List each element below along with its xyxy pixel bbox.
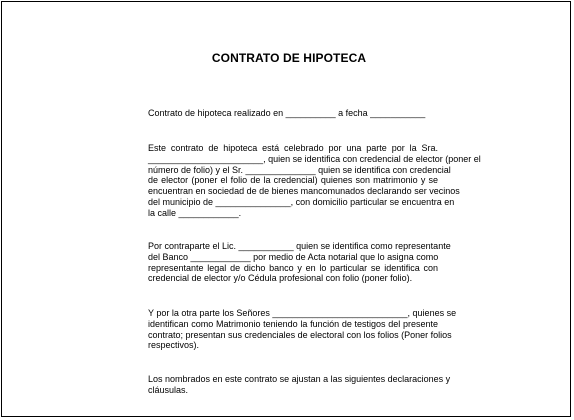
text-line: del municipio de _______________, con domicilio particular se encuentra en xyxy=(148,196,455,207)
text-line: cláusulas. xyxy=(148,384,189,395)
text-line: encuentran en sociedad de de bienes mancomunados declarando ser vecinos xyxy=(148,186,460,197)
text-line: Y por la otra parte los Señores ___________________________, quienes se xyxy=(148,308,457,318)
paragraph-contract-location-date xyxy=(148,108,438,119)
document-title: CONTRATO DE HIPOTECA xyxy=(211,51,367,65)
text-line: Los nombrados en este contrato se ajustan a las siguientes declaraciones y xyxy=(148,374,451,384)
text-line: la calle ____________. xyxy=(148,207,242,218)
paragraph-first-party xyxy=(148,143,481,219)
text-line: Por contraparte el Lic. ___________ quien se identifica como representante xyxy=(148,241,451,251)
text-line: representante legal de dicho banco y en lo particular se identifica con xyxy=(148,262,438,273)
document-page xyxy=(1,1,571,417)
text-line: respectivos). xyxy=(148,340,200,351)
text-line: Contrato de hipoteca realizado en __________ a fecha ___________ xyxy=(148,108,426,118)
text-line: _______________________, quien se identifica con credencial de elector (poner el xyxy=(148,153,481,164)
text-line: de elector (poner el folio de la credencial) quienes son matrimonio y se xyxy=(148,175,438,186)
paragraph-declarations-intro xyxy=(148,374,451,396)
text-line: contrato; presentan sus credenciales de electoral con los folios (Poner folios xyxy=(148,329,452,340)
text-line: Este contrato de hipoteca está celebrado por una parte por la Sra. xyxy=(148,143,438,153)
text-line: identifican como Matrimonio teniendo la función de testigos del presente xyxy=(148,318,438,329)
text-line: del Banco ____________ por medio de Acta notarial que lo asigna como xyxy=(148,251,439,262)
paragraph-witnesses xyxy=(148,308,457,351)
text-line: número de folio) y el Sr. ______________ quien se identifica con credencial xyxy=(148,164,451,175)
text-line: credencial de elector y/o Cédula profesional con folio (poner folio). xyxy=(148,273,413,284)
paragraph-counterparty-bank xyxy=(148,241,451,284)
